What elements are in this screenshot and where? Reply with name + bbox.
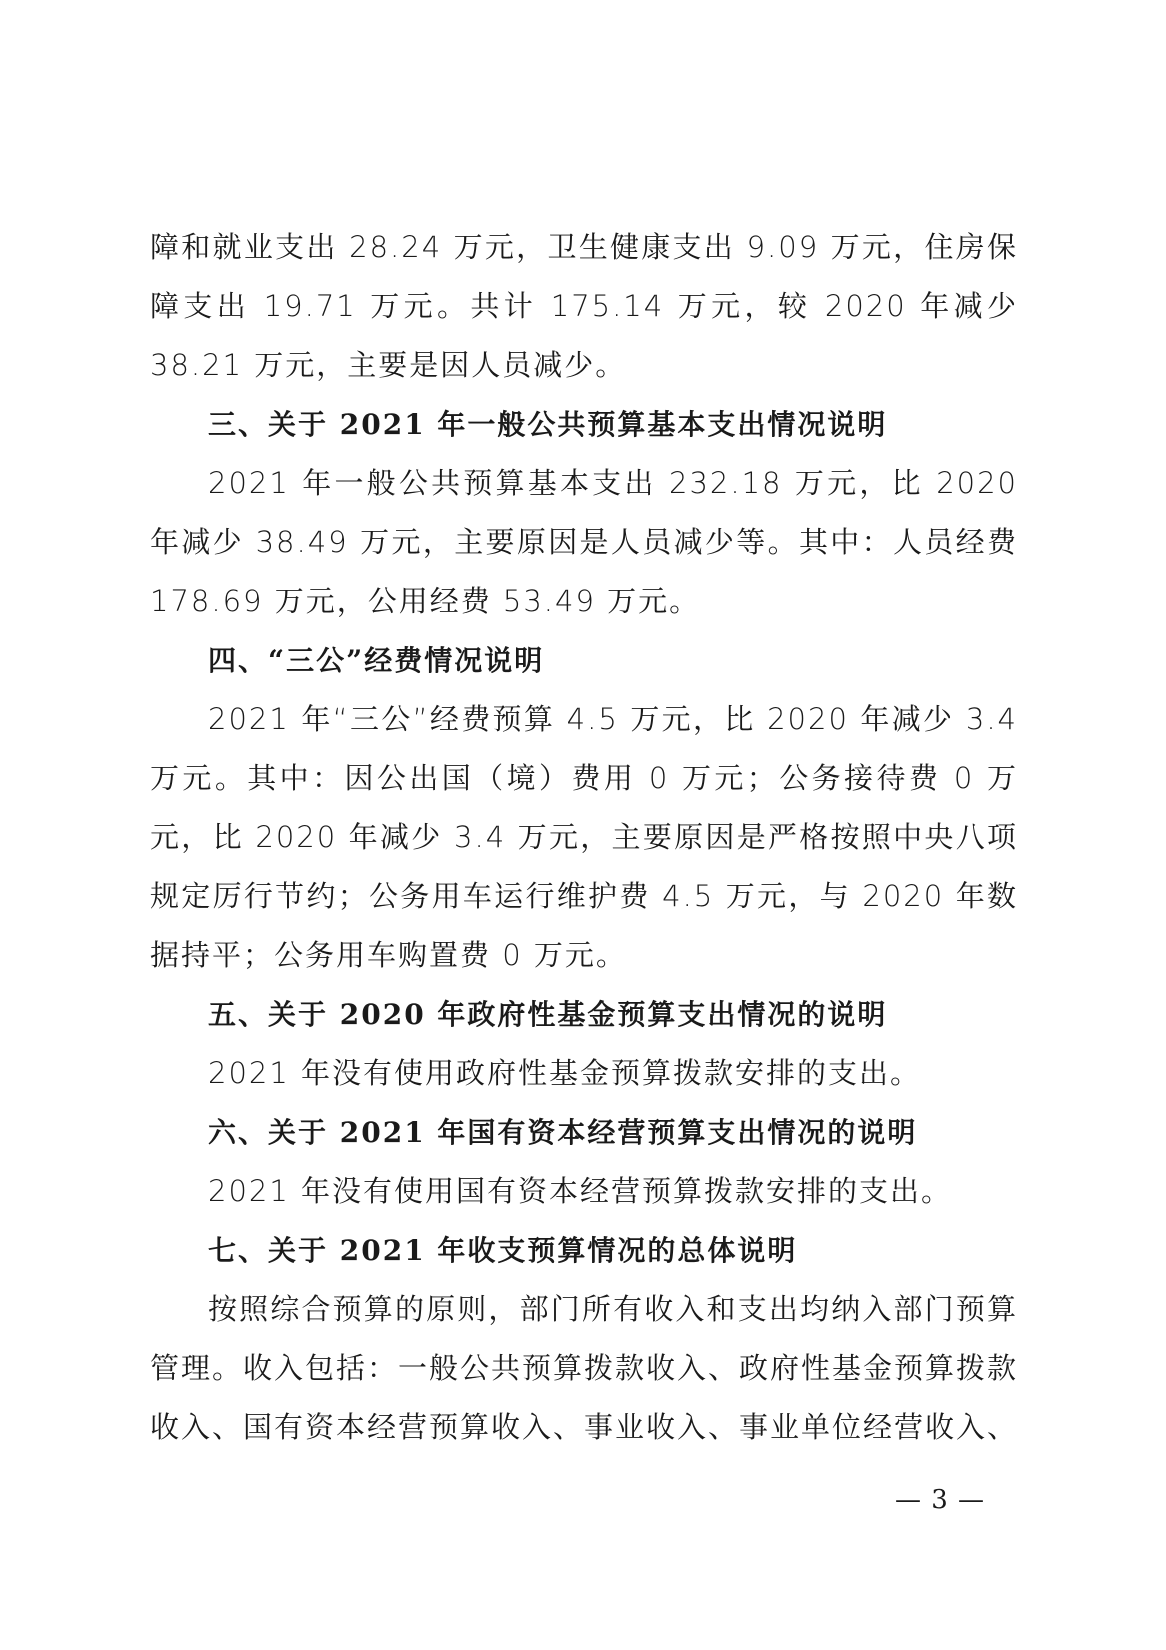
- paragraph-basic-expenditure: 2021 年一般公共预算基本支出 232.18 万元，比 2020 年减少 38.49 万元，主要原因是人员减少等。其中：人员经费 178.69 万元，公用经费 53.49 万元。: [150, 466, 1018, 618]
- heading-overall-budget: 七、关于 2021 年收支预算情况的总体说明: [208, 1234, 798, 1267]
- heading-government-fund: 五、关于 2020 年政府性基金预算支出情况的说明: [208, 998, 888, 1031]
- heading-state-capital: 六、关于 2021 年国有资本经营预算支出情况的说明: [208, 1116, 918, 1149]
- paragraph-three-public-funds: 2021 年“三公”经费预算 4.5 万元，比 2020 年减少 3.4 万元。其中：因公出国（境）费用 0 万元；公务接待费 0 万元，比 2020 年减少 3.4 万元，主要原因是严格按照中央八项规定厉行节约；公务用车运行维护费 4.5 万元，与 2020 年数据持平；公务用车购置费 0 万元。: [150, 702, 1018, 972]
- heading-three-public-funds: 四、“三公”经费情况说明: [208, 644, 545, 677]
- paragraph-government-fund: 2021 年没有使用政府性基金预算拨款安排的支出。: [208, 1056, 922, 1090]
- heading-basic-expenditure: 三、关于 2021 年一般公共预算基本支出情况说明: [208, 408, 888, 441]
- page-number: — 3 —: [894, 1485, 986, 1515]
- paragraph-expenditure-summary: 障和就业支出 28.24 万元，卫生健康支出 9.09 万元，住房保障支出 19.71 万元。共计 175.14 万元，较 2020 年减少 38.21 万元，主要是因人员减少。: [150, 230, 1018, 382]
- paragraph-overall-budget: 按照综合预算的原则，部门所有收入和支出均纳入部门预算管理。收入包括：一般公共预算拨款收入、政府性基金预算拨款收入、国有资本经营预算收入、事业收入、事业单位经营收入、: [150, 1292, 1019, 1444]
- paragraph-state-capital: 2021 年没有使用国有资本经营预算拨款安排的支出。: [208, 1174, 953, 1208]
- body-text: [150, 218, 1018, 1457]
